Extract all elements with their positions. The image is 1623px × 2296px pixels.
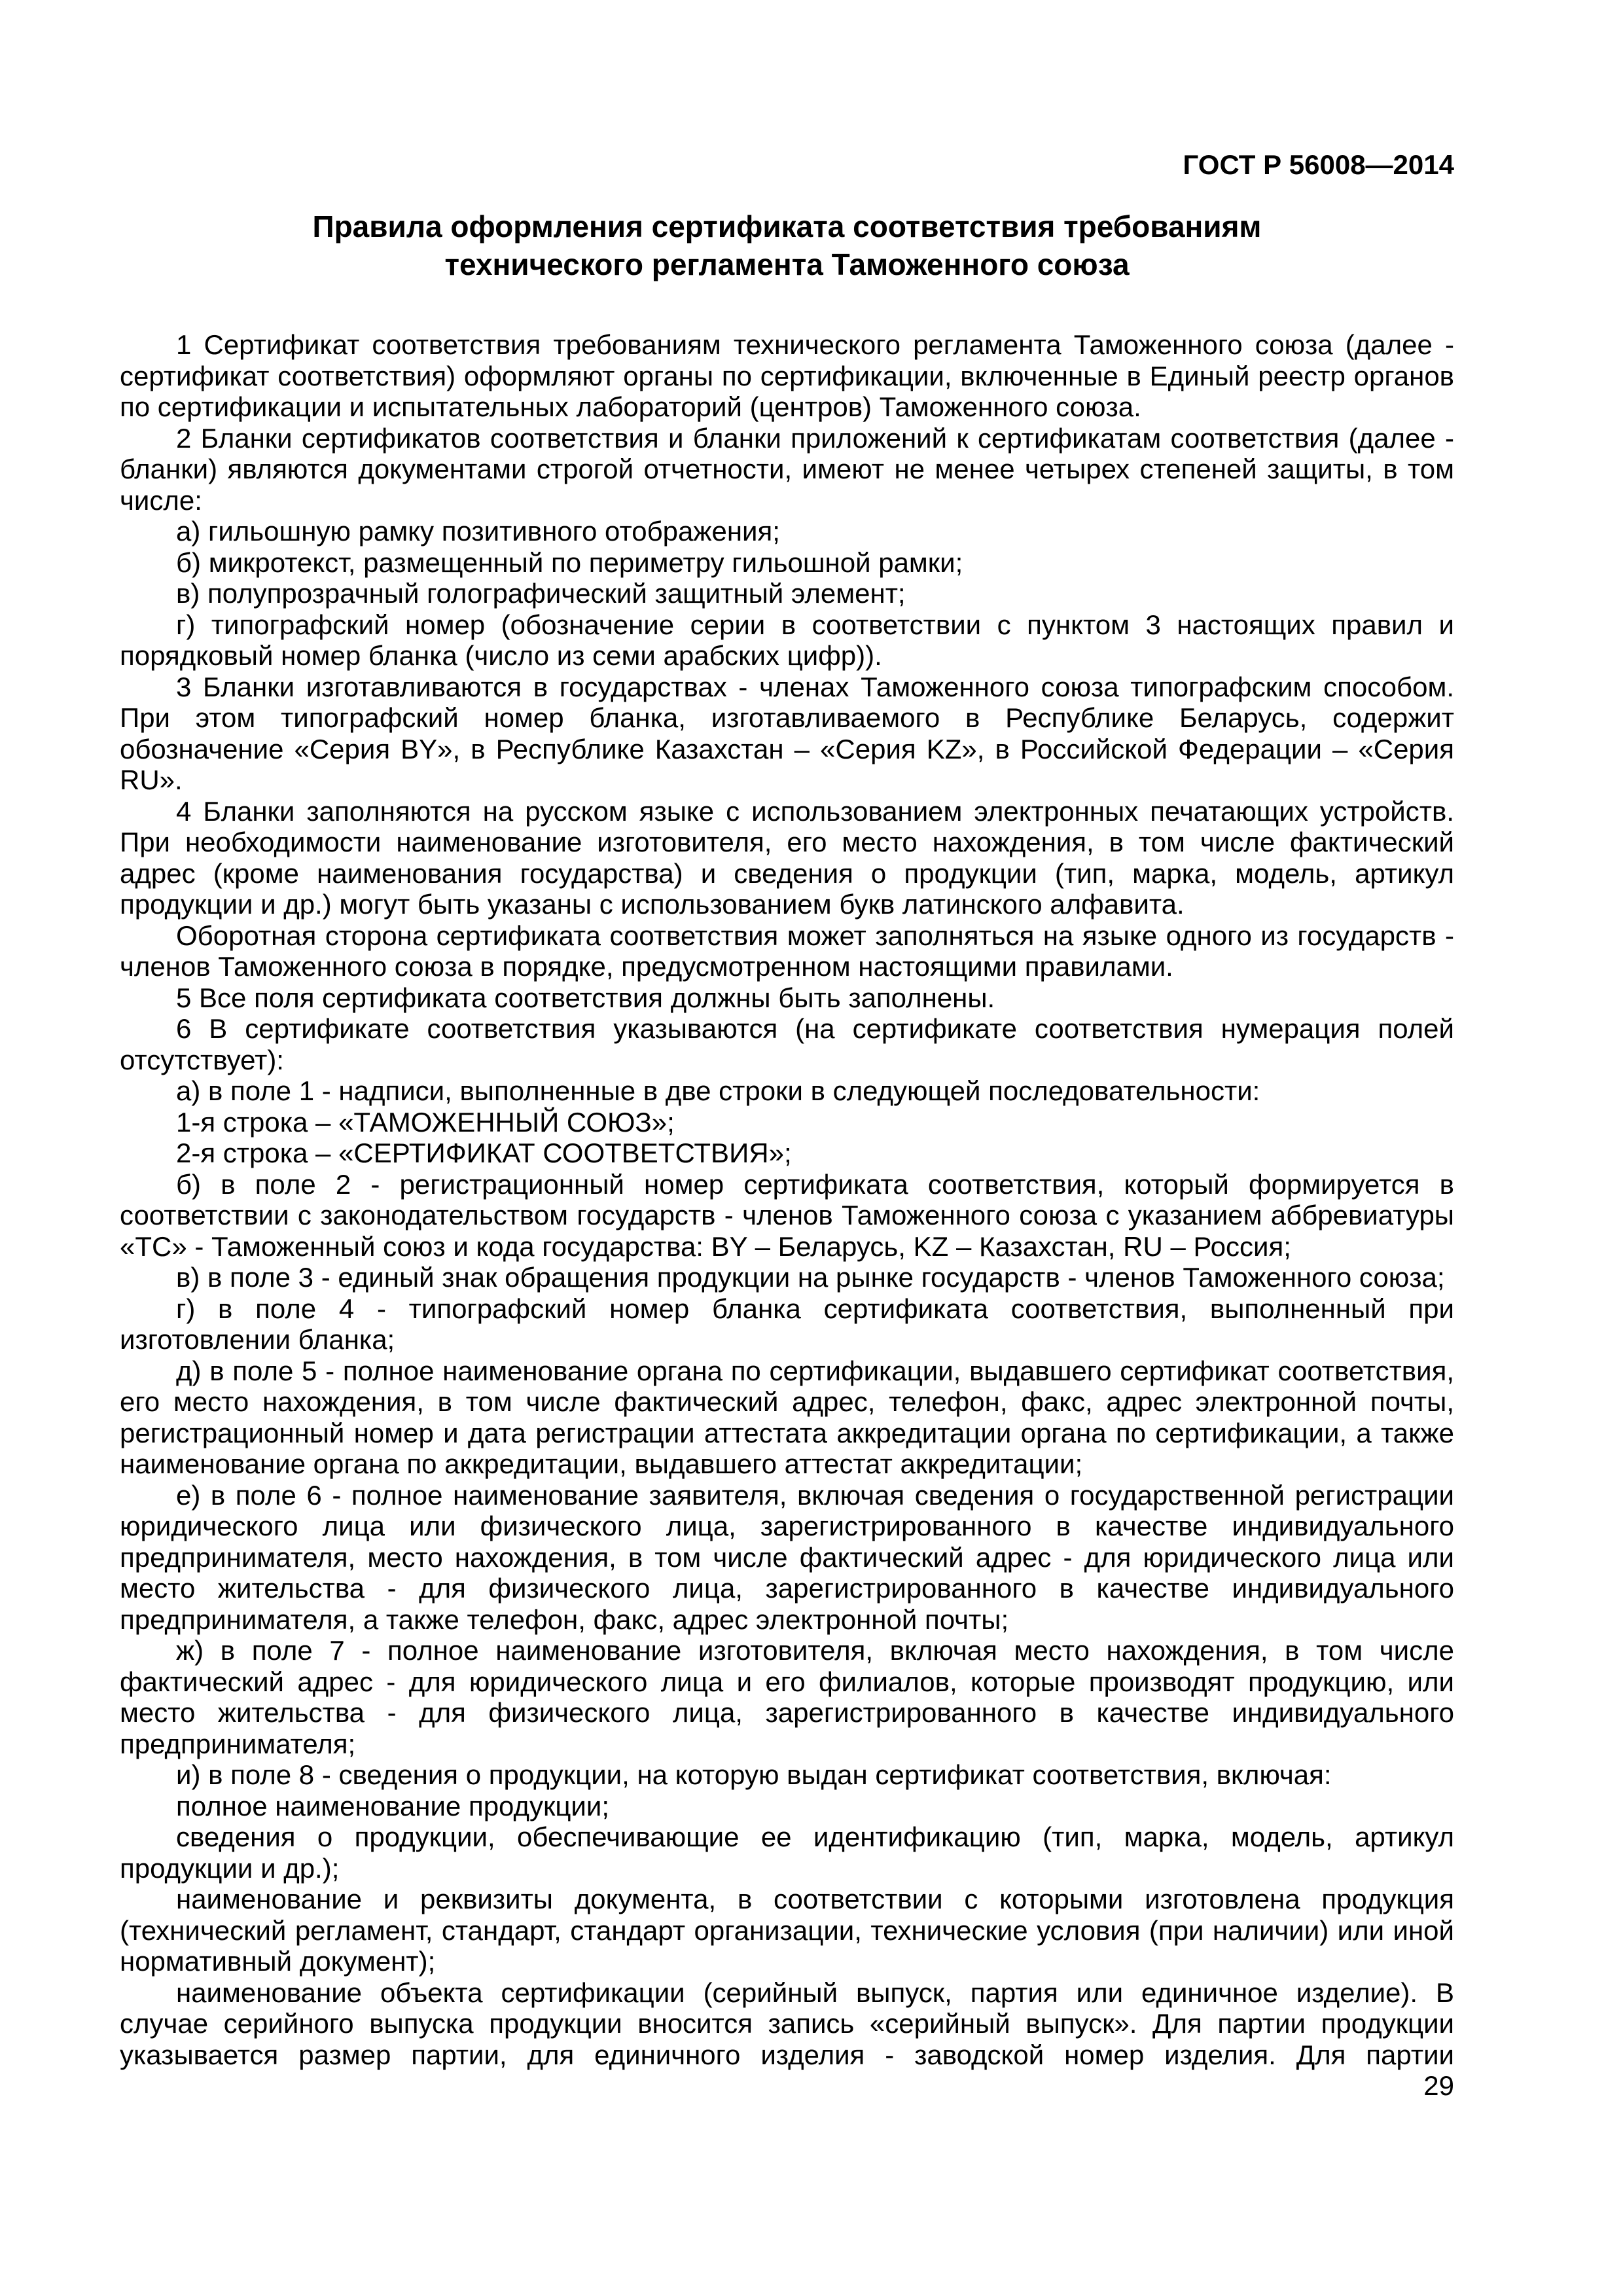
sub-item-object: наименование объекта сертификации (серийный выпуск, партия или единичное изделие). В случае серийного выпуска продукции вносится запись «серийный выпуск». Для партии продукции указывается размер партии, для единичного изделия - заводской номер изделия. Для партии [120,1977,1454,2070]
document-title-line-1: Правила оформления сертификата соответствия требованиям [312,209,1262,243]
paragraph-2: 2 Бланки сертификатов соответствия и бланки приложений к сертификатам соответствия (далее - бланки) являются документами строгой отчетности, имеют не менее четырех степеней защиты, в том числе: [120,422,1454,516]
sub-item-ident: сведения о продукции, обеспечивающие ее идентификацию (тип, марка, модель, артикул продукции и др.); [120,1821,1454,1884]
paragraph-6: 6 В сертификате соответствия указываются (на сертификате соответствия нумерация полей отсутствует): [120,1013,1454,1075]
sub-item-name: полное наименование продукции; [176,1790,610,1821]
paragraph-5: 5 Все поля сертификата соответствия должны быть заполнены. [176,982,995,1013]
paragraph-4a: Оборотная сторона сертификата соответствия может заполняться на языке одного из государств - членов Таможенного союза в порядке, предусмотренном настоящими правилами. [120,920,1454,982]
document-title-line-2: технического регламента Таможенного союза [444,247,1130,281]
paragraph-1: 1 Сертификат соответствия требованиям технического регламента Таможенного союза (далее - сертификат соответствия) оформляют органы по сертификации, включенные в Единый реестр органов по сертификации и испытательных лабораторий (центров) Таможенного союза. [120,329,1454,422]
standard-code-header: ГОСТ Р 56008—2014 [1183,149,1454,180]
field-item-a: а) в поле 1 - надписи, выполненные в две строки в следующей последовательности: [176,1075,1260,1106]
field-item-e: е) в поле 6 - полное наименование заявителя, включая сведения о государственной регистрации юридического лица или физического лица, зарегистрированного в качестве индивидуального предпринимателя, место нахождения, в том числе фактический адрес - для юридического лица или место жительства - для физического лица, зарегистрированного в качестве индивидуального предпринимателя, а также телефон, факс, адрес электронной почты; [120,1479,1454,1635]
sub-item-doc: наименование и реквизиты документа, в соответствии с которыми изготовлена продукция (технический регламент, стандарт, стандарт организации, технические условия (при наличии) или иной нормативный документ); [120,1884,1454,1977]
paragraph-4: 4 Бланки заполняются на русском языке с использованием электронных печатающих устройств. При необходимости наименование изготовителя, его место нахождения, в том числе фактический адрес (кроме наименования государства) и сведения о продукции (тип, марка, модель, артикул продукции и др.) могут быть указаны с использованием букв латинского алфавита. [120,795,1454,920]
document-body [120,329,1454,2070]
document-title [120,207,1454,283]
field-item-d: д) в поле 5 - полное наименование органа по сертификации, выдавшего сертификат соответствия, его место нахождения, в том числе фактический адрес, телефон, факс, адрес электронной почты, регистрационный номер и дата регистрации аттестата аккредитации органа по сертификации, а также наименование органа по аккредитации, выдавшего аттестат аккредитации; [120,1355,1454,1479]
list-item-g: г) типографский номер (обозначение серии в соответствии с пунктом 3 настоящих правил и порядковый номер бланка (число из семи арабских цифр)). [120,609,1454,671]
field-item-b: б) в поле 2 - регистрационный номер сертификата соответствия, который формируется в соответствии с законодательством государств - членов Таможенного союза с указанием аббревиатуры «ТС» - Таможенный союз и кода государства: BY – Беларусь, KZ – Казахстан, RU – Россия; [120,1168,1454,1262]
field-item-zh: ж) в поле 7 - полное наименование изготовителя, включая место нахождения, в том числе фактический адрес - для юридического лица и его филиалов, которые производят продукцию, или место жительства - для физического лица, зарегистрированного в качестве индивидуального предпринимателя; [120,1635,1454,1759]
field-item-line1: 1-я строка – «ТАМОЖЕННЫЙ СОЮЗ»; [176,1106,675,1138]
field-item-v: в) в поле 3 - единый знак обращения продукции на рынке государств - членов Таможенного союза; [176,1262,1445,1293]
field-item-g: г) в поле 4 - типографский номер бланка сертификата соответствия, выполненный при изготовлении бланка; [120,1293,1454,1355]
list-item-a: а) гильошную рамку позитивного отображения; [176,516,780,547]
list-item-b: б) микротекст, размещенный по периметру гильошной рамки; [176,547,963,578]
list-item-v: в) полупрозрачный голографический защитный элемент; [176,578,906,609]
page-number: 29 [1423,2070,1454,2101]
paragraph-3: 3 Бланки изготавливаются в государствах - членах Таможенного союза типографским способом. При этом типографский номер бланка, изготавливаемого в Республике Беларусь, содержит обозначение «Серия BY», в Республике Казахстан – «Серия KZ», в Российской Федерации – «Серия RU». [120,671,1454,795]
field-item-i: и) в поле 8 - сведения о продукции, на которую выдан сертификат соответствия, включая: [176,1759,1332,1790]
field-item-line2: 2-я строка – «СЕРТИФИКАТ СООТВЕТСТВИЯ»; [176,1138,792,1168]
